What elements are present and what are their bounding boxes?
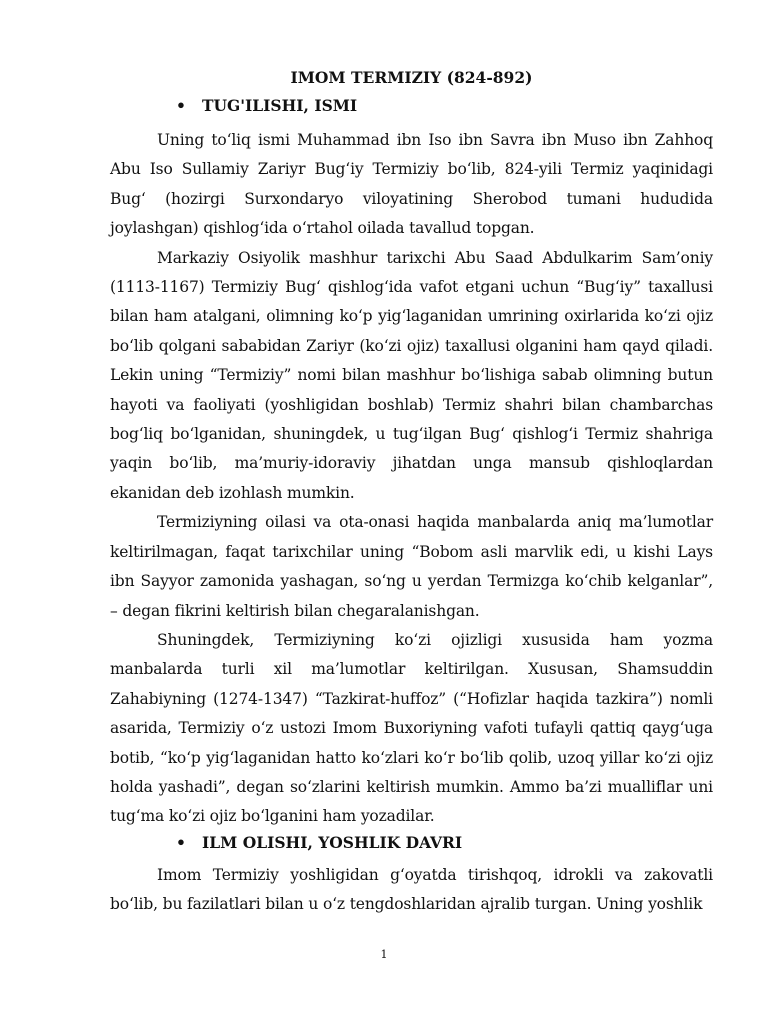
bullet-icon: • (176, 832, 186, 852)
paragraph-full-name: Uning to‘liq ismi Muhammad ibn Iso ibn Savra ibn Muso ibn Zahhoq Abu Iso Sullamiy Zariyr Bug‘iy Termiziy bo‘lib, 824-yili Termiz yaqinidagi Bug‘ (hozirgi Surxondaryo viloyatining Sherobod tumani hududida joylashgan) qishlog‘ida o‘rtahol oilada tavallud topgan. (110, 131, 713, 238)
section-heading-text: ILM OLISHI, YOSHLIK DAVRI (202, 832, 463, 852)
section-heading-birth-name (110, 96, 713, 116)
section-heading-text: TUG'ILISHI, ISMI (202, 96, 358, 115)
paragraph-family: Termiziyning oilasi va ota-onasi haqida manbalarda aniq ma’lumotlar keltirilmagan, faqat tarixchilar uning “Bobom asli marvlik edi, u kishi Lays ibn Sayyor zamonida yashagan, so‘ng u yerdan Termizga ko‘chib kelganlar”, – degan fikrini keltirish bilan chegaralanishgan. (110, 513, 713, 620)
section-heading-education (110, 833, 713, 853)
document-page (110, 68, 713, 920)
paragraph-youth: Imom Termiziy yoshligidan g‘oyatda tirishqoq, idrokli va zakovatli bo‘lib, bu fazilatlari bilan u o‘z tengdoshlaridan ajralib turgan. Uning yoshlik (110, 865, 713, 914)
page-number: 1 (380, 948, 388, 961)
bullet-icon: • (176, 96, 186, 115)
paragraph-blindness: Shuningdek, Termiziyning ko‘zi ojizligi xususida ham yozma manbalarda turli xil ma’lumotlar keltirilgan. Xususan, Shamsuddin Zahabiyning (1274-1347) “Tazkirat-huffoz” (“Hofizlar haqida tazkira”) nomli asarida, Termiziy o‘z ustozi Imom Buxoriyning vafoti tufayli qattiq qayg‘uga botib, “ko‘p yig‘laganidan hatto ko‘zlari ko‘r bo‘lib qolib, uzoq yillar ko‘zi ojiz holda yashadi”, degan so‘zlarini keltirish mumkin. Ammo ba’zi mualliflar uni tug‘ma ko‘zi ojiz bo‘lganini ham yozadilar. (110, 630, 713, 826)
paragraph-samoniy: Markaziy Osiyolik mashhur tarixchi Abu Saad Abdulkarim Sam’oniy (1113-1167) Termiziy Bug‘ qishlog‘ida vafot etgani uchun “Bug‘iy” taxallusi bilan ham atalgani, olimning ko‘p yig‘laganidan umrining oxirlarida ko‘zi ojiz bo‘lib qolgani sababidan Zariyr (ko‘zi ojiz) taxallusi olganini ham qayd qiladi. Lekin uning “Termiziy” nomi bilan mashhur bo‘lishiga sabab olimning butun hayoti va faoliyati (yoshligidan boshlab) Termiz shahri bilan chambarchas bog‘liq bo‘lganidan, shuningdek, u tug‘ilgan Bug‘ qishlog‘i Termiz shahriga yaqin bo‘lib, ma’muriy-idoraviy jihatdan unga mansub qishloqlardan ekanidan deb izohlash mumkin. (110, 248, 713, 502)
document-title: IMOM TERMIZIY (824-892) (290, 68, 533, 87)
